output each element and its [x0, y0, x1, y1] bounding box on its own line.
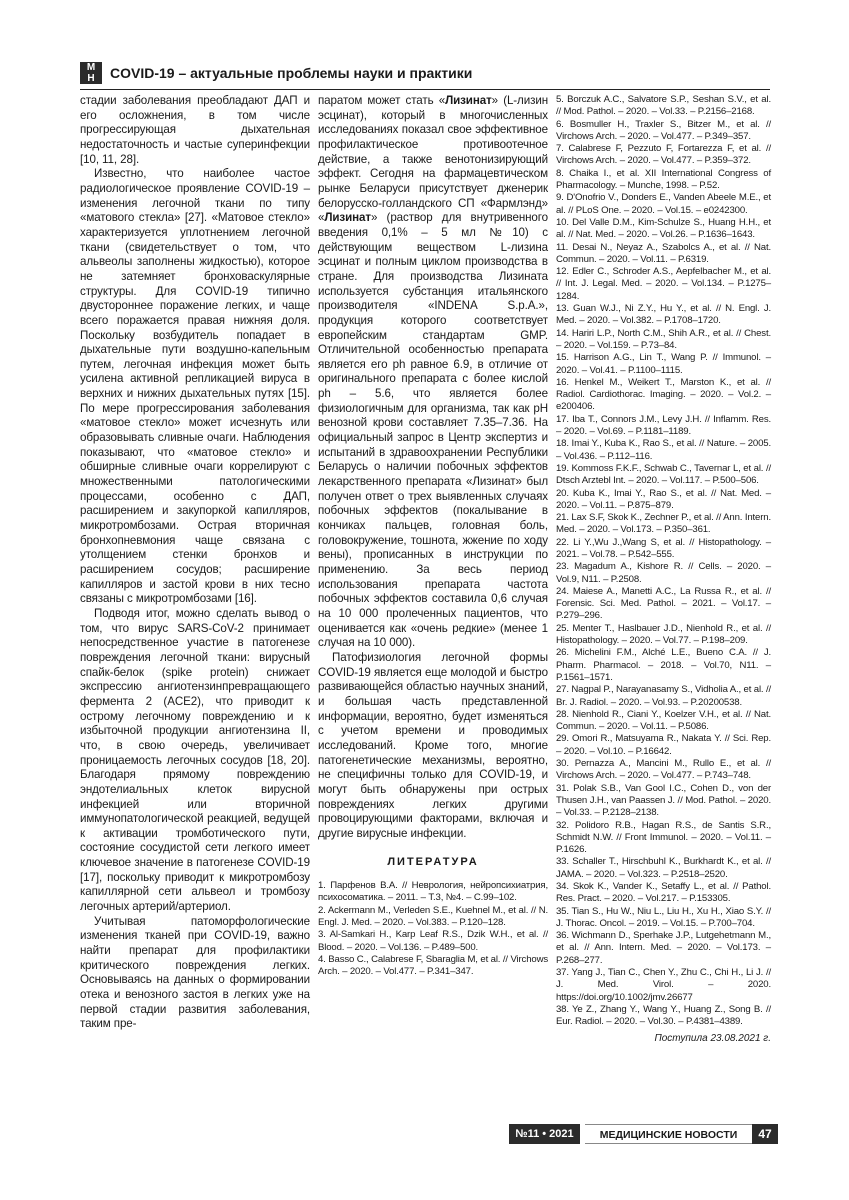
reference-item: 35. Tian S., Hu W., Niu L., Liu H., Xu H., Xiao S.Y. // J. Thorac. Oncol. – 2019. – Vol.15. – P.700–704. [556, 905, 771, 929]
reference-item: 12. Edler C., Schroder A.S., Aepfelbacher M., et al. // Int. J. Legal. Med. – 2020. – Vol.134. – P.1275–1284. [556, 266, 771, 302]
reference-item: 30. Pernazza A., Mancini M., Rullo E., et al. // Virchows Arch. – 2020. – Vol.477. – P.743–748. [556, 758, 771, 782]
references-list [318, 880, 548, 978]
page-number: 47 [752, 1124, 778, 1144]
reference-item: 14. Hariri L.P., North C.M., Shih A.R., et al. // Chest. – 2020. – Vol.159. – P.73–84. [556, 327, 771, 351]
reference-item: 3. Al-Samkari H., Karp Leaf R.S., Dzik W.H., et al. // Blood. – 2020. – Vol.136. – P.489–500. [318, 929, 548, 953]
reference-item: 27. Nagpal P., Narayanasamy S., Vidholia A., et al. // Br. J. Radiol. – 2020. – Vol.93. – P.20200538. [556, 684, 771, 708]
reference-item: 5. Borczuk A.C., Salvatore S.P., Seshan S.V., et al. // Mod. Pathol. – 2020. – Vol.33. – P.2156–2168. [556, 94, 771, 118]
paragraph: Учитывая патоморфологические изменения тканей при COVID-19, важно найти препарат для профилактики критического повреждения легких. Основываясь на данных о формировании отека и венозного застоя в легких уже на первой стадии развития заболевания, таким пре- [80, 914, 310, 1031]
journal-name: МЕДИЦИНСКИЕ НОВОСТИ [585, 1124, 752, 1144]
column-2 [318, 94, 548, 979]
reference-item: 8. Chaika I., et al. XII International Congress of Pharmacology. – Munche, 1998. – P.52. [556, 167, 771, 192]
reference-item: 28. Nienhold R., Ciani Y., Koelzer V.H., et al. // Nat. Commun. – 2020. – Vol.11. – P.5086. [556, 708, 771, 733]
journal-logo [80, 62, 102, 84]
reference-item: 22. Li Y.,Wu J.,Wang S, et al. // Histopathology. – 2021. – Vol.78. – P.542–555. [556, 536, 771, 560]
logo-letter-top: М [86, 62, 96, 73]
text-span: » (L-лизин эсцинат), который в многочисленных исследованиях показал свое эффективное профилактическое противоотечное действие, а также венотонизирующий эффект. Сегодня на фармацевтическом рынке Беларуси присутствует дженерик белорусско-голландского СП «Фармлэнд» « [318, 94, 548, 225]
reference-item: 15. Harrison A.G., Lin T., Wang P. // Immunol. – 2020. – Vol.41. – P.1100–1115. [556, 352, 771, 376]
reference-item: 37. Yang J., Tian C., Chen Y., Zhu C., Chi H., Li J. // J. Med. Virol. – 2020. https://doi.org/10.1002/jmv.26677 [556, 967, 771, 1003]
reference-item: 33. Schaller T., Hirschbuhl K., Burkhardt K., et al. // JAMA. – 2020. – Vol.323. – P.2518–2520. [556, 856, 771, 880]
column-3 [556, 94, 771, 1044]
reference-item: 7. Calabrese F, Pezzuto F, Fortarezza F, et al. // Virchows Arch. – 2020. – Vol.477. – P.359–372. [556, 143, 771, 167]
reference-item: 31. Polak S.B., Van Gool I.C., Cohen D., von der Thusen J.H., van Paassen J. // Mod. Pathol. – 2020. – Vol.33. – P.2128–2138. [556, 782, 771, 819]
reference-item: 4. Basso C., Calabrese F, Sbaraglia M, et al. // Virchows Arch. – 2020. – Vol.477. – P.341–347. [318, 953, 548, 978]
paragraph: стадии заболевания преобладают ДАП и его осложнения, в том числе прогрессирующая дыхательная недостаточность и частые суперинфекции [10, 11, 28]. [80, 94, 310, 166]
column-1 [80, 94, 310, 1032]
reference-item: 21. Lax S.F, Skok K., Zechner P., et al. // Ann. Intern. Med. – 2020. – Vol.173. – P.350–361. [556, 512, 771, 536]
text-span: паратом может стать « [318, 94, 446, 107]
paragraph: Патофизиология легочной формы COVID-19 является еще молодой и быстро развивающейся областью научных знаний, и большая часть представленной информации, вероятно, будет изменяться с учетом времени и проводимых исследований. Кроме того, многие патогенетические механизмы, вероятно, не специфичны только для COVID-19, и могут быть обнаружены при острых повреждениях легких другими провоцирующими факторами, включая и другие вирусные инфекции. [318, 650, 548, 840]
reference-item: 18. Imai Y., Kuba K., Rao S., et al. // Nature. – 2005. – Vol.436. – P.112–116. [556, 438, 771, 462]
drug-name: Лизинат [324, 211, 371, 225]
reference-item: 1. Парфенов В.А. // Неврология, нейропсихиатрия, психосоматика. – 2011. – Т.3, №4. – С.99–102. [318, 880, 548, 904]
reference-item: 6. Bosmuller H., Traxler S., Bitzer M., et al. // Virchows Arch. – 2020. – Vol.477. – P.349–357. [556, 118, 771, 142]
reference-item: 25. Menter T., Haslbauer J.D., Nienhold R., et al. // Histopathology. – 2020. – Vol.77. – P.198–209. [556, 622, 771, 647]
reference-item: 23. Magadum A., Kishore R. // Cells. – 2020. – Vol.9, N11. – P.2508. [556, 561, 771, 585]
running-header [80, 62, 770, 86]
reference-item: 2. Ackermann M., Verleden S.E., Kuehnel M., et al. // N. Engl. J. Med. – 2020. – Vol.383. – P.120–128. [318, 904, 548, 929]
reference-item: 16. Henkel M., Weikert T., Marston K., et al. // Radiol. Cardiothorac. Imaging. – 2020. – Vol.2. – e200406. [556, 376, 771, 413]
drug-name: Лизинат [445, 94, 492, 107]
reference-item: 17. Iba T., Connors J.M., Levy J.H. // Inflamm. Res. – 2020. – Vol.69. – P.1181–1189. [556, 413, 771, 438]
reference-item: 24. Maiese A., Manetti A.C., La Russa R., et al. // Forensic. Sci. Med. Pathol. – 2021. – Vol.17. – P.279–296. [556, 585, 771, 622]
paragraph: Подводя итог, можно сделать вывод о том, что вирус SARS-CoV-2 принимает непосредственное участие в патогенезе повреждения легочной ткани: вирусный спайк-белок (spike protein) снижает экспрессию ангиотензинпревращающего фермента 2 (ACE2), что приводит к острому легочному повреждению и к избыточной продукции ангиотензина II, что, в свою очередь, увеличивает проницаемость легочных сосудов [18, 20]. Благодаря прямому повреждению эндотелиальных клеток вирусной инфекцией или вторичной иммунопатологической реакцией, ведущей к активации тромботического пути, состояние сосудистой сети легкого имеет ключевое значение в патогенезе COVID-19 [17], поскольку приводит к микротромбозу капиллярной сети альвеол и тромбозу легочных артерий/артериол. [80, 606, 310, 914]
text-span: » (раствор для внутривенного введения 0,1% – 5 мл №10) с действующим веществом L-лизина эсцинат и полным циклом производства в стране. Для производства Лизината используется субстанция итальянского производителя «INDENA S.p.A.», продукция которого соответствует европейским стандартам GMP. Отличительной особенностью препарата является его ph равное 6.9, в отличие от оригинального препарата с более кислой ph – 5.6, что является более физиологичным для организма, так как pH венозной крови составляет 7.35–7.36. На официальный запрос в Центр экспертиз и испытаний в здравоохранении Республики Беларусь о наличии побочных эффектов лекарственного препарата «Лизинат» был получен ответ о трех выявленных случаях побочных эффектов (покалывание в кончиках пальцев, головная боль, головокружение, тошнота, жжение по ходу вены), прописанных в инструкции по применению. За весь период использования препарата частота побочных эффектов составила 0,6 случая на 10 000 пролеченных пациентов, что оценивается как «очень редкие» (менее 1 случая на 10 000). [318, 211, 548, 650]
reference-item: 9. D'Onofrio V., Donders E., Vanden Abeele M.E., et al. // PLoS One. – 2020. – Vol.15. – e0242300. [556, 192, 771, 216]
paragraph: Известно, что наиболее частое радиологическое проявление COVID-19 – изменения легочной ткани по типу «матового стекла» [27]. «Матовое стекло» характеризуется уплотнением легочной ткани (свидетельствует о том, что альвеолы заполнены жидкостью), которое не затемняет бронховаскулярные структуры. Для COVID-19 типично двустороннее поражение легких, и чаще всего поражается правая нижняя доля. Поскольку возбудитель попадает в дыхательные пути воздушно-капельным путем, легочная инфекция может быть усилена активной репликацией вируса в верхних и нижних дыхательных путях [15]. По мере прогрессирования заболевания «матовое стекло» может исчезнуть или образовывать сливные очаги. Наблюдения показывают, что «матовое стекло» и обширные сливные очаги коррелируют с множественными патологическими процессами, особенно с ДАП, расширением и закупоркой капилляров, микротромбозами. Острая вторичная бронхопневмония чаще связана с утолщением стенки бронхов и расширением сосудов; расширение капилляров и застой крови в них тесно связаны с микротромбозами [16]. [80, 167, 310, 606]
received-date: Поступила 23.08.2021 г. [654, 1032, 771, 1044]
references-list [556, 94, 771, 1029]
reference-item: 29. Omori R., Matsuyama R., Nakata Y. // Sci. Rep. – 2020. – Vol.10. – P.16642. [556, 733, 771, 757]
header-rule [80, 89, 770, 90]
reference-item: 34. Skok K., Vander K., Setaffy L., et al. // Pathol. Res. Pract. – 2020. – Vol.217. – P.153305. [556, 881, 771, 905]
reference-item: 11. Desai N., Neyaz A., Szabolcs A., et al. // Nat. Commun. – 2020. – Vol.11. – P.6319. [556, 241, 771, 265]
reference-item: 20. Kuba K., Imai Y., Rao S., et al. // Nat. Med. – 2020. – Vol.11. – P.875–879. [556, 487, 771, 511]
paragraph [318, 94, 548, 651]
reference-item: 19. Kommoss F.K.F., Schwab C., Tavernar L, et al. // Dtsch Arztebl Int. – 2020. – Vol.117. – P.500–506. [556, 462, 771, 487]
reference-item: 26. Michelini F.M., Alché L.E., Bueno C.A. // J. Pharm. Pharmacol. – 2018. – Vol.70, N11. – P.1561–1571. [556, 647, 771, 683]
reference-item: 38. Ye Z., Zhang Y., Wang Y., Huang Z., Song B. // Eur. Radiol. – 2020. – Vol.30. – P.4381–4389. [556, 1003, 771, 1028]
reference-item: 13. Guan W.J., Ni Z.Y., Hu Y., et al. // N. Engl. J. Med. – 2020. – Vol.382. – P.1708–1720. [556, 303, 771, 327]
reference-item: 10. Del Valle D.M., Kim-Schulze S., Huang H.H., et al. // Nat. Med. – 2020. – Vol.26. – P.1636–1643. [556, 216, 771, 241]
section-title: COVID-19 – актуальные проблемы науки и практики [110, 65, 473, 81]
references-heading: ЛИТЕРАТУРА [387, 856, 479, 869]
issue-badge: №11 • 2021 [509, 1124, 580, 1144]
reference-item: 36. Wichmann D., Sperhake J.P., Lutgehetmann M., et al. // Ann. Intern. Med. – 2020. – Vol.173. – P.268–277. [556, 930, 771, 966]
reference-item: 32. Polidoro R.B., Hagan R.S., de Santis S.R., Schmidt N.W. // Front Immunol. – 2020. – Vol.11. – P.1626. [556, 819, 771, 856]
logo-letter-bottom: Н [87, 73, 95, 84]
